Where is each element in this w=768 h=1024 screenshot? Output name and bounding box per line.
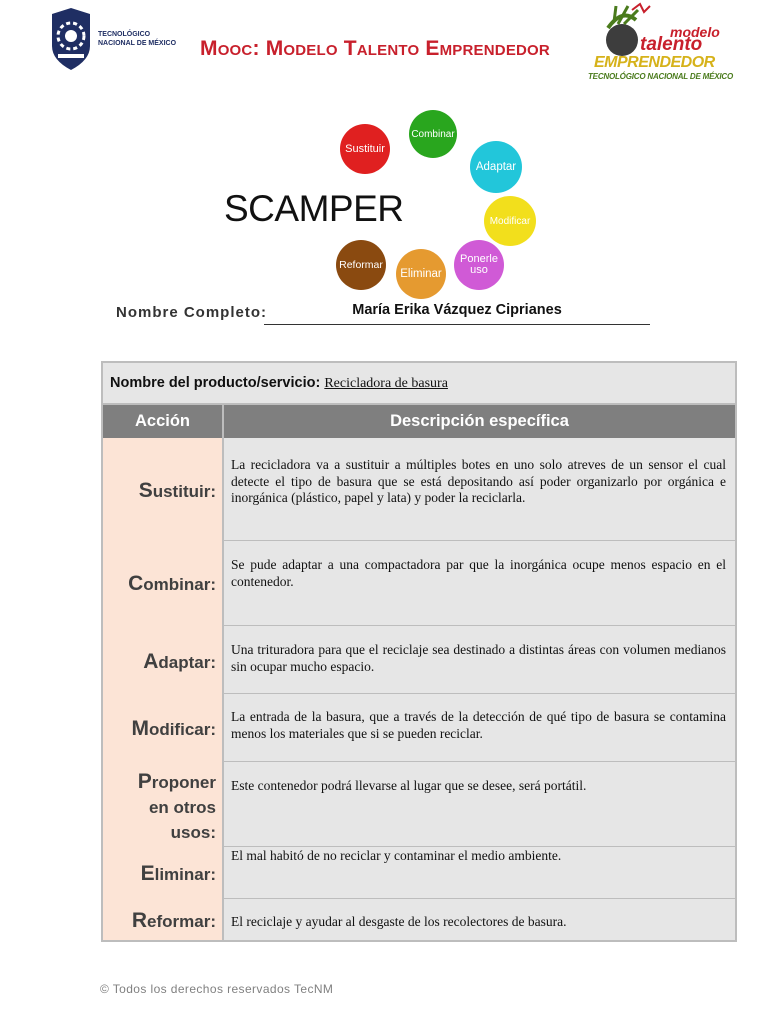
column-header-description: Descripción específica [224,405,735,438]
copyright-footer: © Todos los derechos reservados TecNM [100,982,334,996]
action-label-proponer: Proponer en otros usos: [137,770,216,842]
modelo-talento-emprendedor-logo [588,2,733,86]
product-label: Nombre del producto/servicio: [110,375,321,391]
product-value: Recicladora de basura [324,376,448,391]
description-text: La recicladora va a sustituir a múltiples botes en uno solo atreves de un sensor el cual detecte el tipo de basura que se está depositando así poder organizarlo por orgánica e inorgánica (plástico, papel y lata) y poder la reciclarla. [231,457,726,505]
bubble-reformar: Reformar [336,240,386,290]
description-cell-eliminar [224,847,735,899]
tecnm-logo [48,8,188,70]
bubble-adaptar: Adaptar [470,141,522,193]
description-text: El mal habitó de no reciclar y contaminar el medio ambiente. [231,848,562,863]
logo-subtitle: TECNOLÓGICO NACIONAL DE MÉXICO [588,72,733,81]
bubble-eliminar: Eliminar [396,249,446,299]
action-label-eliminar: Eliminar: [140,862,216,885]
action-label-sustituir: Sustituir: [138,479,216,502]
action-label-combinar: Combinar: [128,572,216,595]
description-text: El reciclaje y ayudar al desgaste de los recolectores de basura. [231,914,567,929]
description-cell-combinar [224,541,735,626]
product-field [110,375,448,392]
description-text: La entrada de la basura, que a través de la detección de qué tipo de basura se contamina menos los materiales que si se pueden reciclar. [231,709,726,741]
action-label-adaptar: Adaptar: [143,650,216,673]
logo-talento-text: talento [640,34,703,55]
description-cell-adaptar [224,626,735,694]
bubble-combinar: Combinar [409,110,457,158]
logo-modelo-text: modelo [670,24,720,40]
scamper-table [101,361,737,942]
description-text: Se pude adaptar a una compactadora par que la inorgánica ocupe menos espacio en el contenedor. [231,557,726,589]
full-name-label: Nombre Completo: [116,304,267,321]
description-text: Una trituradora para que el reciclaje sea destinado a distintas áreas con volumen medianos sin ocupar mucho espacio. [231,642,726,674]
column-header-action: Acción [103,405,224,438]
logo-emprendedor-text: EMPRENDEDOR [594,54,715,71]
scamper-word: SCAMPER [224,188,404,229]
description-cell-proponer [224,762,735,847]
scamper-diagram [222,108,540,300]
description-text: Este contenedor podrá llevarse al lugar que se desee, será portátil. [231,778,587,793]
name-underline [264,324,650,325]
full-name-value: María Erika Vázquez Ciprianes [352,302,562,318]
tecnm-shield-icon [48,8,94,70]
bubble-ponerle-uso: Ponerle uso [454,240,504,290]
action-label-modificar: Modificar: [131,717,216,740]
bubble-sustituir: Sustituir [340,124,390,174]
action-label-reformar: Reformar: [131,909,216,932]
action-column [103,438,224,940]
description-cell-reformar [224,899,735,940]
institution-name: TECNOLÓGICO NACIONAL DE MÉXICO [98,31,177,47]
product-row [103,363,735,405]
description-cell-modificar [224,694,735,762]
description-cell-sustituir [224,438,735,541]
bubble-modificar: Modificar [484,196,536,246]
page-title: Mooc: Modelo Talento Emprendedor [200,37,550,60]
